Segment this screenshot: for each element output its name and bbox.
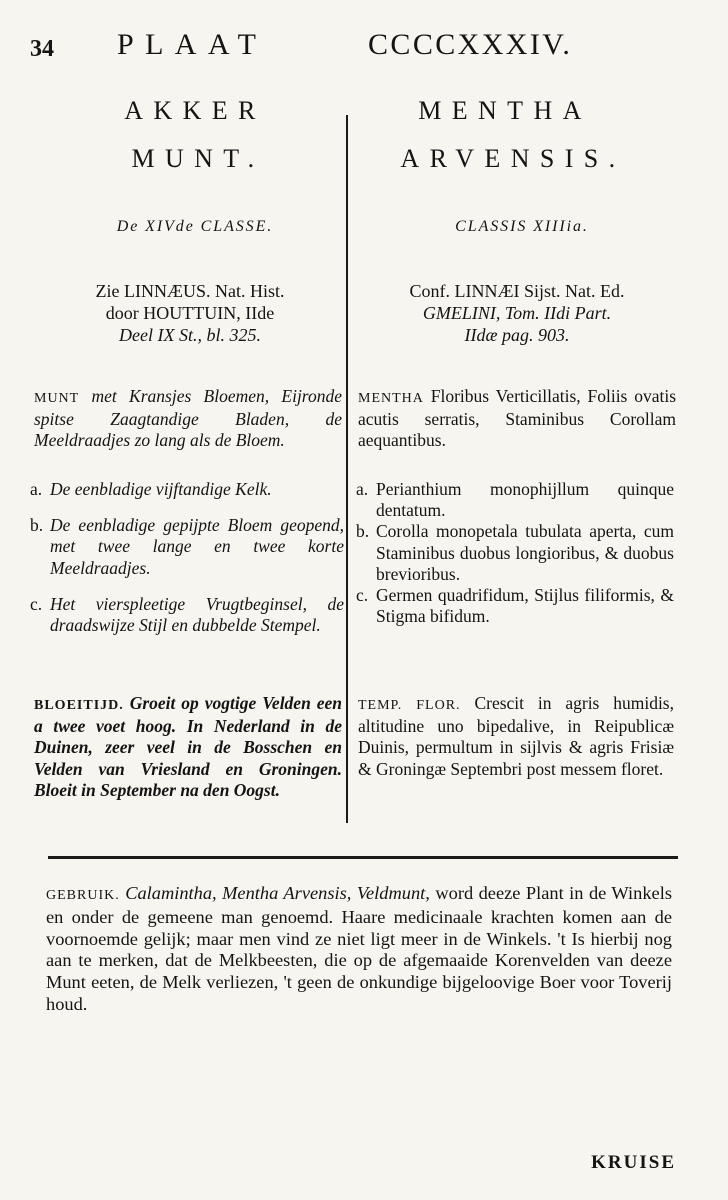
latin-description-text: Floribus Verticillatis, Foliis ovatis acutis serratis, Staminibus Corollam aequantibus. — [358, 386, 676, 451]
page-number: 34 — [30, 36, 54, 62]
latin-reference-line1: Conf. LINNÆI Sijst. Nat. Ed. — [409, 281, 625, 301]
usage-plant-names: Calamintha, Mentha Arvensis, Veldmunt, — [125, 883, 430, 903]
part-text: De eenbladige gepijpte Bloem geopend, met twee lange en twee korte Meeldraadjes. — [50, 515, 344, 578]
latin-reference — [352, 280, 682, 346]
latin-part-a — [356, 479, 674, 521]
part-text: De eenbladige vijftandige Kelk. — [50, 479, 272, 499]
part-marker: a. — [30, 479, 43, 499]
plate-number: CCCCXXXIV. — [368, 28, 573, 61]
dutch-reference-line2: door HOUTTUIN, IIde — [105, 303, 275, 323]
dutch-description-text: met Kransjes Bloemen, Eijronde spitse Zaagtandige Bladen, de Meeldraadjes zo lang als de Bloem. — [34, 386, 342, 451]
dutch-flowering-text: Groeit op vogtige Velden een a twee voet hoog. In Nederland in de Duinen, zeer veel in de Bosschen en Velden van Vriesland en Groningen. Bloeit in September na den Oogst. — [34, 693, 343, 800]
dutch-parts-list — [30, 479, 344, 636]
part-text: Corolla monopetala tubulata aperta, cum Staminibus duobus longioribus, & duobus brevioribus. — [376, 521, 674, 584]
column-divider — [346, 115, 348, 823]
latin-name-line2: ARVENSIS. — [400, 144, 626, 173]
part-text: Het vierspleetige Vrugtbeginsel, de draadswijze Stijl en dubbelde Stempel. — [50, 593, 344, 636]
dutch-part-a — [30, 479, 344, 500]
part-marker: c. — [30, 593, 43, 614]
latin-description — [358, 386, 676, 452]
dutch-name-line2: MUNT. — [131, 144, 265, 173]
dutch-part-c — [30, 594, 344, 636]
dutch-flowering-label: BLOEITIJD. — [34, 698, 124, 713]
dutch-description — [34, 386, 342, 452]
latin-name-line1: MENTHA — [418, 96, 592, 125]
dutch-part-b — [30, 515, 344, 579]
usage-paragraph — [46, 883, 672, 1016]
part-marker: c. — [356, 585, 369, 606]
latin-part-c — [356, 585, 674, 627]
part-text: Perianthium monophijllum quinque dentatum. — [376, 479, 674, 521]
dutch-flowering — [34, 693, 342, 801]
dutch-reference — [40, 280, 340, 346]
part-marker: a. — [356, 479, 369, 499]
dutch-reference-line3: Deel IX St., bl. 325. — [119, 325, 261, 345]
usage-label: GEBRUIK. — [46, 888, 120, 903]
latin-part-b — [356, 521, 674, 585]
latin-description-label: MENTHA — [358, 391, 424, 406]
part-marker: b. — [356, 521, 370, 542]
latin-flowering-label: TEMP. FLOR. — [358, 698, 461, 713]
latin-reference-line2: GMELINI, Tom. IIdi Part. — [422, 303, 612, 323]
dutch-reference-line1: Zie LINNÆUS. Nat. Hist. — [95, 281, 285, 301]
latin-class-line: CLASSIS XIIIia. — [455, 218, 589, 235]
catchword: KRUISE — [591, 1152, 676, 1173]
section-divider — [48, 856, 678, 859]
usage-text: word deeze Plant in de Winkels en onder de gemeene man genoemd. Haare medicinaale krachten komen aan de voornoemde gelijk; maar men vind ze niet ligt meer in de Winkels. 't Is hierbij nog aan te merken, dat de Melkbeesten, die op de afgemaaide Korenvelden van deeze Munt eeten, de Melk verliezen, 't geen de onkundige bijgeloovige Boer voor Toverij houd. — [46, 883, 672, 1014]
dutch-class-line: De XIVde CLASSE. — [116, 218, 274, 235]
part-marker: b. — [30, 515, 44, 536]
latin-flowering-text: Crescit in agris humidis, altitudine uno bipedalive, in Reipublicæ Duinis, permultum in sijlvis & agris Frisiæ & Groningæ Septembri post messem floret. — [358, 693, 674, 779]
latin-reference-line3: IIdæ pag. 903. — [464, 325, 570, 345]
plate-title: PLAAT — [117, 28, 268, 61]
dutch-name-line1: AKKER — [124, 96, 266, 125]
dutch-description-label: MUNT — [34, 391, 80, 406]
part-text: Germen quadrifidum, Stijlus filiformis, & Stigma bifidum. — [376, 585, 674, 627]
latin-flowering — [358, 693, 674, 780]
latin-parts-list — [356, 479, 674, 627]
